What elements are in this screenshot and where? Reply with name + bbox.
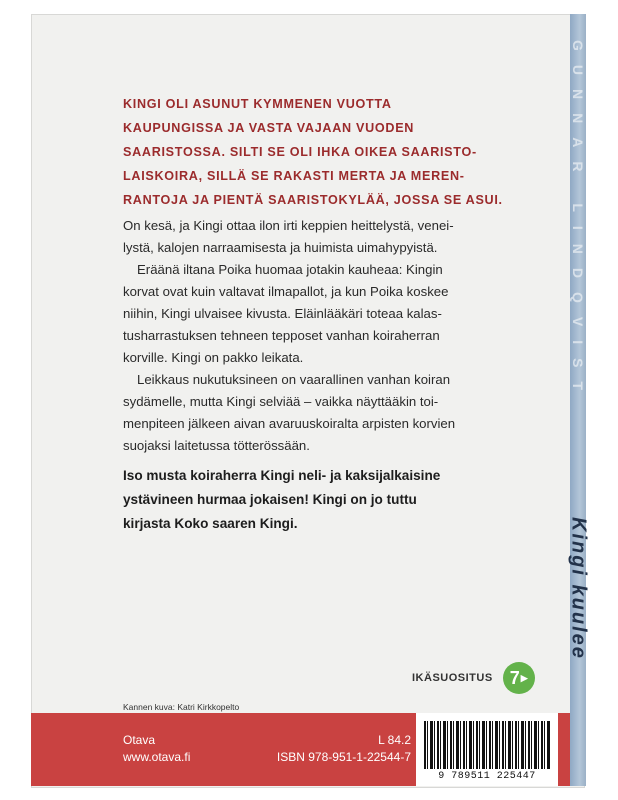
text-line: menpiteen jälkeen aivan avaruuskoiralta arpisten korvien [123,416,456,431]
paragraph-3 [123,369,533,457]
spine-text [563,20,593,780]
barcode-bars [424,721,550,769]
text-line: lystä, kalojen narraamisesta ja huimista uimahypyistä. [123,240,438,255]
publisher-info [123,732,190,766]
age-rating-badge [503,662,535,694]
text-line: On kesä, ja Kingi ottaa ilon irti keppien heittelystä, venei- [123,218,454,233]
paragraph-1 [123,215,533,259]
spine-title: Kingi kuulee [567,517,590,660]
barcode-number: 9 789511 225447 [438,771,536,782]
intro-paragraph [123,92,533,212]
intro-line: SAARISTOSSA. SILTI SE OLI IHKA OIKEA SAARISTO- [123,145,477,159]
closing-line: kirjasta Koko saaren Kingi. [123,516,298,531]
text-line: sydämelle, mutta Kingi selviää – vaikka näyttääkin toi- [123,394,439,409]
intro-line: LAISKOIRA, SILLÄ SE RAKASTI MERTA JA MEREN- [123,169,465,183]
age-rating-value: 7 [509,667,520,688]
age-rating-label: IKÄSUOSITUS [412,672,493,684]
text-line: korvat ovat kuin valtavat ilmapallot, ja kun Poika koskee [123,284,449,299]
intro-line: KINGI OLI ASUNUT KYMMENEN VUOTTA [123,97,392,111]
intro-line: KAUPUNGISSA JA VASTA VAJAAN VUODEN [123,121,415,135]
age-rating [412,662,535,694]
isbn-info [276,732,411,766]
closing-line: Iso musta koiraherra Kingi neli- ja kaksijalkaisine [123,468,441,483]
text-line: Eräänä iltana Poika huomaa jotakin kauheaa: Kingin [137,262,443,277]
closing-paragraph [123,464,533,536]
barcode [416,713,558,786]
library-classification: L 84.2 [378,733,411,747]
play-arrow-icon: ▶ [520,672,528,683]
intro-line: RANTOJA JA PIENTÄ SAARISTOKYLÄÄ, JOSSA SE ASUI. [123,193,503,207]
publisher-website: www.otava.fi [123,750,191,764]
text-line: tusharrastuksen tehneen tepposet vanhan koiraherran [123,328,440,343]
paragraph-2 [123,259,533,369]
text-line: suojaksi laitetussa tötterössään. [123,438,310,453]
cover-credit: Kannen kuva: Katri Kirkkopelto [123,702,240,712]
text-line: niihin, Kingi ulvaisee kivusta. Eläinlääkäri toteaa kalas- [123,306,442,321]
publisher-name: Otava [123,733,156,747]
closing-line: ystävineen hurmaa jokaisen! Kingi on jo tuttu [123,492,417,507]
text-line: Leikkaus nukutuksineen on vaarallinen vanhan koiran [137,372,451,387]
blurb-body [123,215,533,457]
text-line: korville. Kingi on pakko leikata. [123,350,304,365]
isbn-number: ISBN 978-951-1-22544-7 [276,750,411,764]
spine-author: GUNNAR LINDQVIST [570,40,586,404]
